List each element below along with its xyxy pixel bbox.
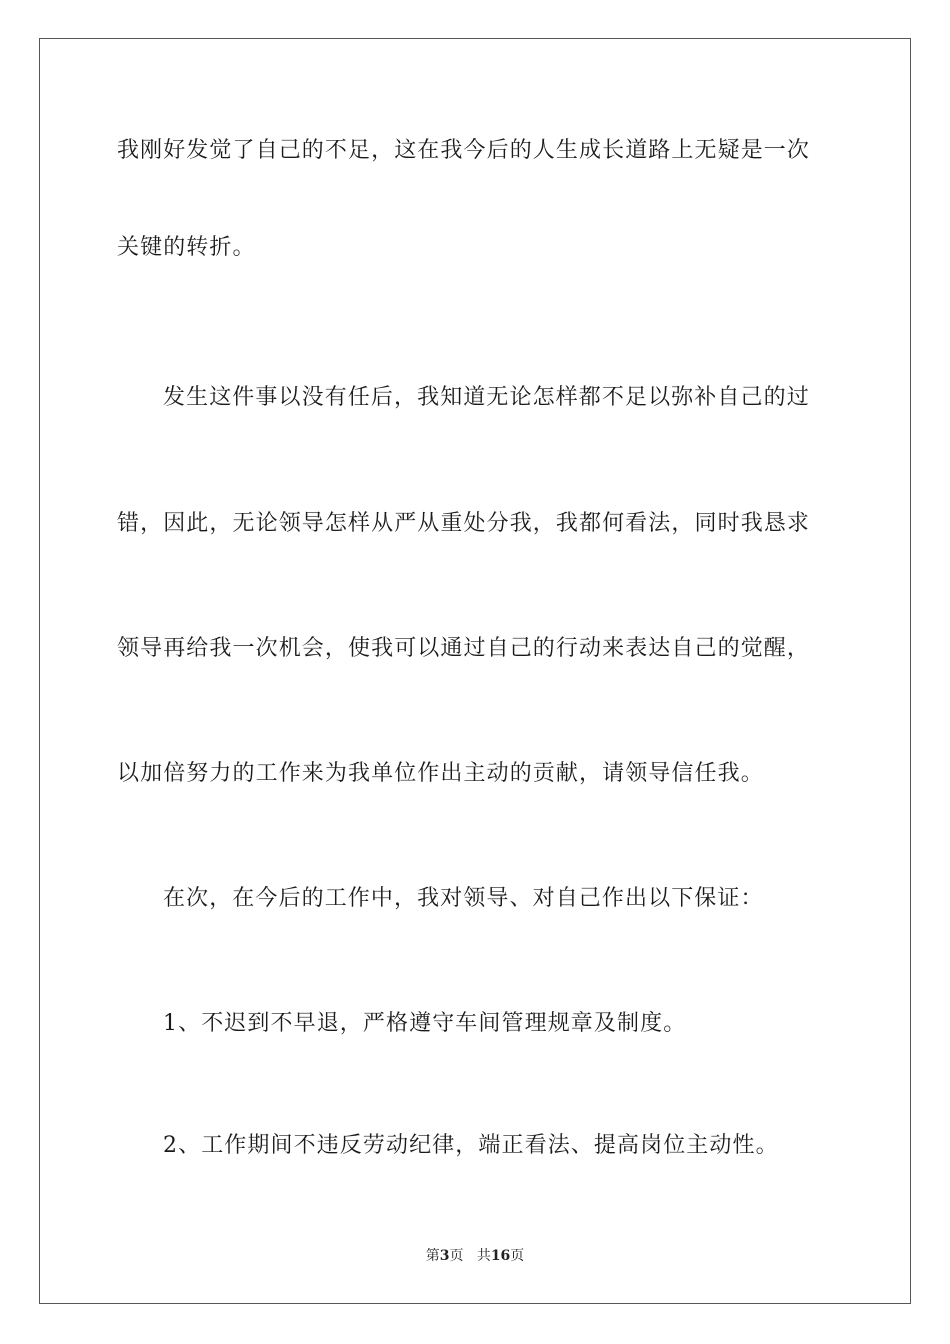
text-line-9: 2、工作期间不违反劳动纪律，端正看法、提高岗位主动性。 [163,1133,779,1158]
total-prefix: 共 [476,1248,491,1264]
text-line-2: 关键的转折。 [117,235,256,260]
text-line-6: 以加倍努力的工作来为我单位作出主动的贡献，请领导信任我。 [117,761,764,786]
text-line-7: 在次，在今后的工作中，我对领导、对自己作出以下保证： [163,886,764,911]
page-footer [0,1246,950,1266]
page-suffix: 页 [449,1248,464,1264]
text-line-8: 1、不迟到不早退，严格遵守车间管理规章及制度。 [163,1011,687,1036]
total-pages: 16 [490,1248,511,1264]
page-prefix: 第 [425,1248,440,1264]
text-line-4: 错，因此，无论领导怎样从严从重处分我，我都何看法，同时我恳求 [117,511,811,536]
text-line-5: 领导再给我一次机会，使我可以通过自己的行动来表达自己的觉醒， [117,636,811,661]
total-suffix: 页 [510,1248,525,1264]
page-number: 3 [439,1248,450,1264]
text-line-3: 发生这件事以没有任后，我知道无论怎样都不足以弥补自己的过 [163,385,810,410]
text-line-1: 我刚好发觉了自己的不足，这在我今后的人生成长道路上无疑是一次 [117,138,811,163]
